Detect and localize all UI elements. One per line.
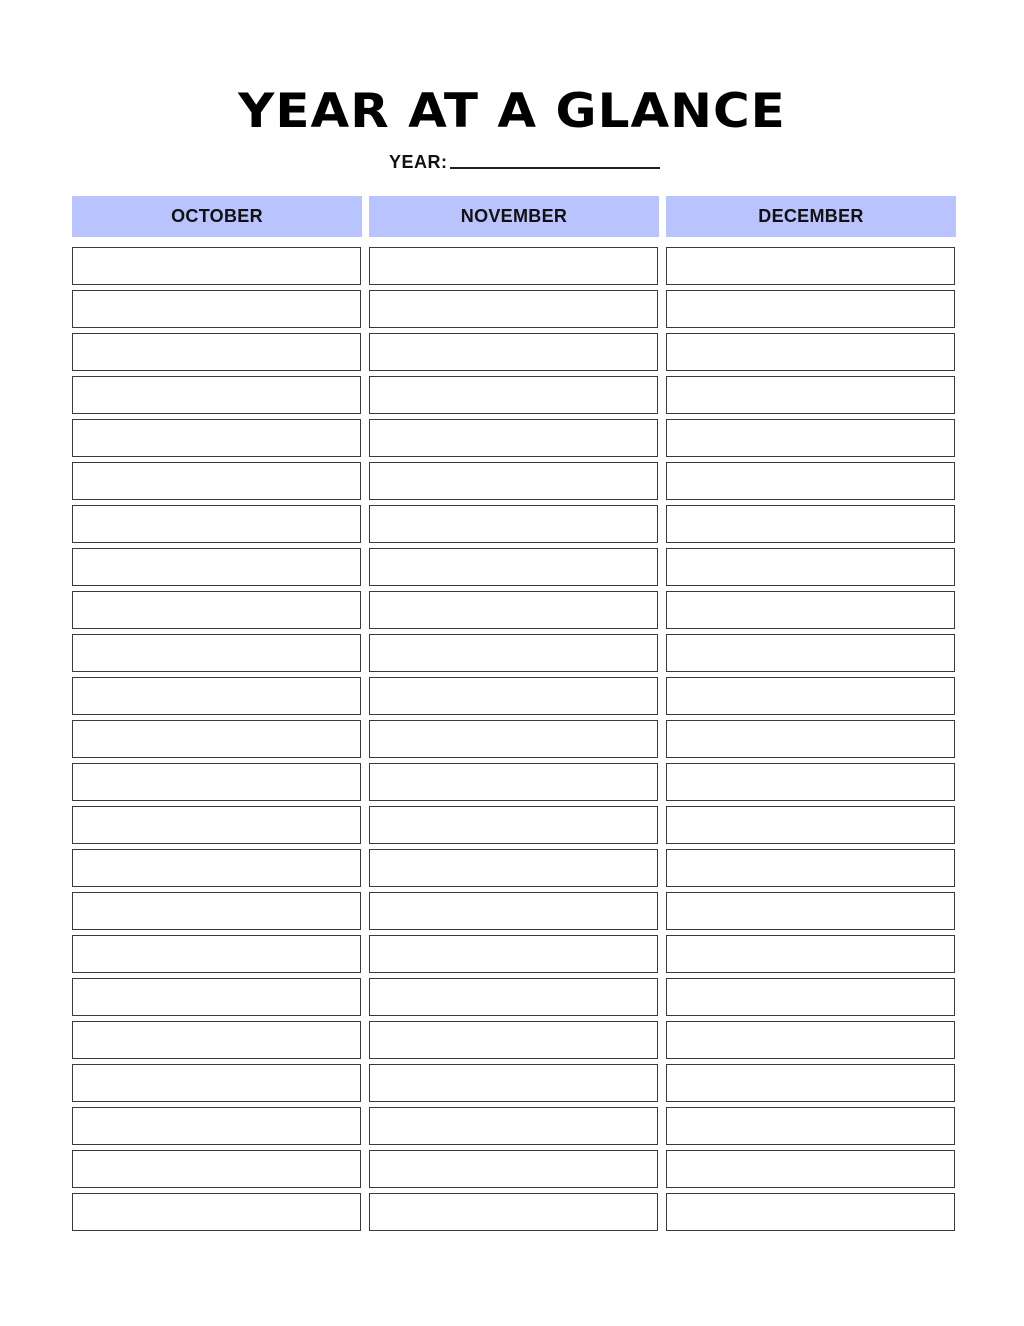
entry-box[interactable] (72, 849, 361, 887)
year-field (389, 152, 660, 173)
page-title: YEAR AT A GLANCE (238, 83, 786, 139)
entry-box[interactable] (369, 720, 658, 758)
entry-box[interactable] (666, 290, 955, 328)
entry-box[interactable] (666, 720, 955, 758)
entry-box[interactable] (666, 849, 955, 887)
month-column-october (72, 196, 362, 1236)
entry-box[interactable] (369, 1150, 658, 1188)
entry-box[interactable] (666, 1064, 955, 1102)
entry-box[interactable] (666, 677, 955, 715)
entry-box[interactable] (369, 935, 658, 973)
entry-box[interactable] (666, 376, 955, 414)
entry-box[interactable] (369, 548, 658, 586)
entry-box[interactable] (72, 247, 361, 285)
entry-box[interactable] (369, 247, 658, 285)
entry-box[interactable] (369, 634, 658, 672)
entry-box[interactable] (72, 1150, 361, 1188)
entry-box[interactable] (369, 290, 658, 328)
entry-box[interactable] (369, 419, 658, 457)
entry-box[interactable] (72, 806, 361, 844)
entry-box[interactable] (72, 763, 361, 801)
entry-box[interactable] (369, 763, 658, 801)
entry-box[interactable] (72, 1193, 361, 1231)
entry-box[interactable] (72, 935, 361, 973)
entry-box[interactable] (72, 548, 361, 586)
year-label: YEAR: (389, 152, 448, 172)
year-input-line[interactable] (450, 167, 660, 169)
entry-box[interactable] (72, 677, 361, 715)
entry-box[interactable] (666, 333, 955, 371)
entry-box[interactable] (369, 1064, 658, 1102)
entry-box[interactable] (369, 849, 658, 887)
entry-box[interactable] (72, 462, 361, 500)
month-column-december (666, 196, 956, 1236)
entry-box[interactable] (369, 1193, 658, 1231)
entry-box[interactable] (666, 1193, 955, 1231)
entry-box[interactable] (666, 978, 955, 1016)
entry-box[interactable] (72, 892, 361, 930)
entry-box[interactable] (369, 892, 658, 930)
entry-box[interactable] (666, 247, 955, 285)
entry-box[interactable] (72, 505, 361, 543)
entry-box[interactable] (369, 1107, 658, 1145)
entry-box[interactable] (72, 290, 361, 328)
entry-box[interactable] (666, 1150, 955, 1188)
entry-box[interactable] (72, 419, 361, 457)
month-rows (369, 247, 659, 1231)
entry-box[interactable] (369, 376, 658, 414)
entry-box[interactable] (369, 591, 658, 629)
entry-box[interactable] (666, 634, 955, 672)
month-rows (666, 247, 956, 1231)
entry-box[interactable] (72, 333, 361, 371)
month-header: OCTOBER (72, 196, 362, 237)
entry-box[interactable] (369, 333, 658, 371)
entry-box[interactable] (72, 1021, 361, 1059)
entry-box[interactable] (369, 462, 658, 500)
entry-box[interactable] (666, 806, 955, 844)
entry-box[interactable] (72, 1107, 361, 1145)
entry-box[interactable] (666, 892, 955, 930)
entry-box[interactable] (72, 591, 361, 629)
entry-box[interactable] (369, 978, 658, 1016)
entry-box[interactable] (369, 806, 658, 844)
entry-box[interactable] (369, 677, 658, 715)
month-rows (72, 247, 362, 1231)
month-column-november (369, 196, 659, 1236)
entry-box[interactable] (72, 376, 361, 414)
entry-box[interactable] (666, 462, 955, 500)
entry-box[interactable] (72, 720, 361, 758)
entry-box[interactable] (72, 634, 361, 672)
entry-box[interactable] (72, 978, 361, 1016)
entry-box[interactable] (666, 419, 955, 457)
entry-box[interactable] (666, 1021, 955, 1059)
entry-box[interactable] (369, 1021, 658, 1059)
entry-box[interactable] (666, 591, 955, 629)
entry-box[interactable] (666, 505, 955, 543)
month-header: NOVEMBER (369, 196, 659, 237)
entry-box[interactable] (666, 1107, 955, 1145)
entry-box[interactable] (666, 935, 955, 973)
entry-box[interactable] (666, 548, 955, 586)
month-header: DECEMBER (666, 196, 956, 237)
entry-box[interactable] (369, 505, 658, 543)
entry-box[interactable] (666, 763, 955, 801)
entry-box[interactable] (72, 1064, 361, 1102)
